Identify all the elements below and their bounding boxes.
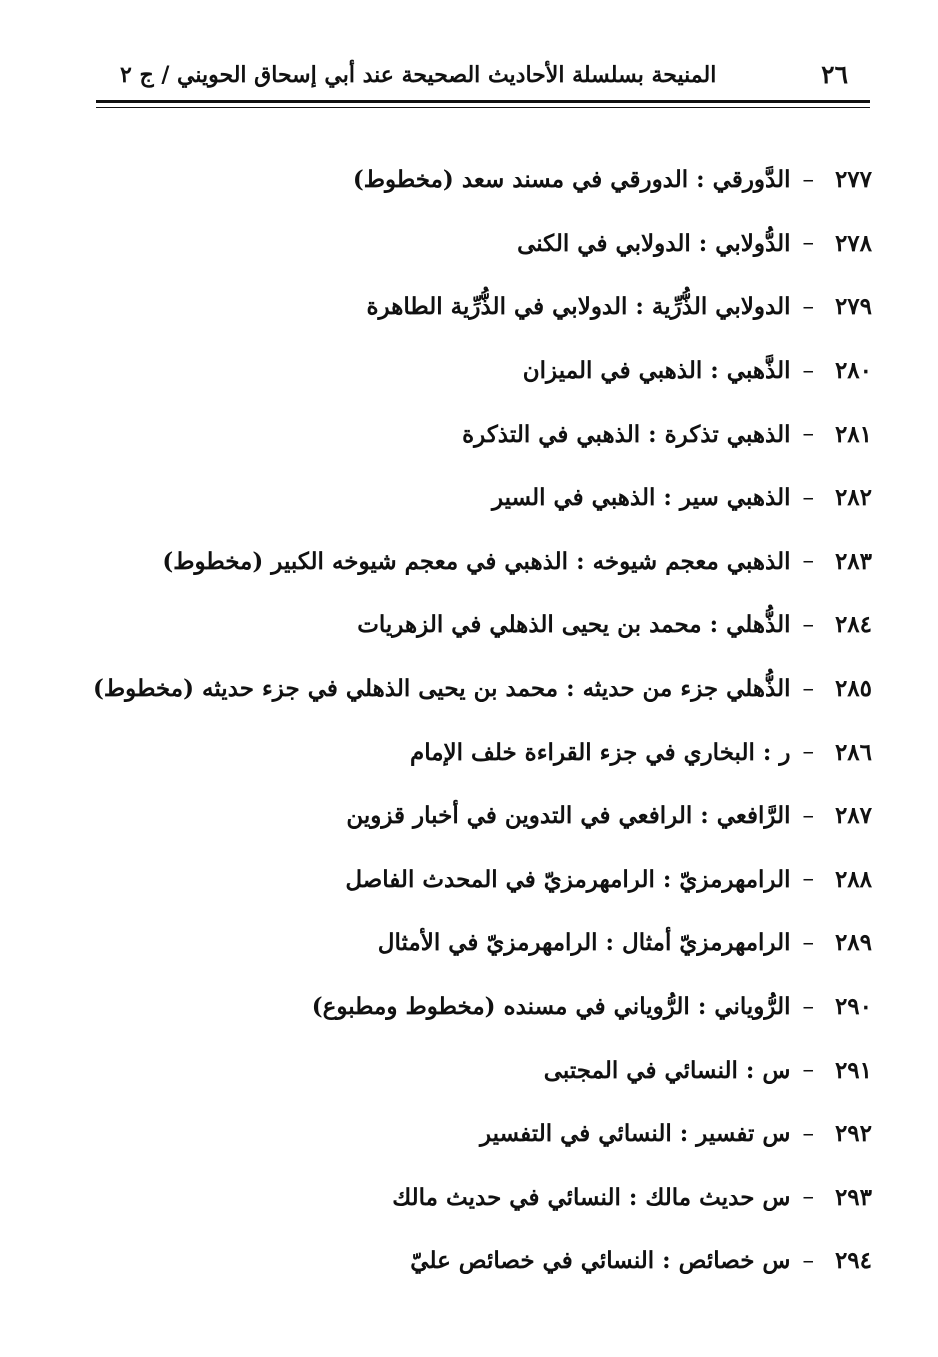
entry-number: ٢٩١ — [834, 1056, 872, 1084]
page-number: ٢٦ — [821, 60, 848, 89]
entry-dash: – — [802, 1247, 814, 1274]
header-rule-thin — [96, 107, 870, 108]
entry-dash: – — [802, 166, 814, 193]
entry-number: ٢٩٣ — [834, 1183, 872, 1211]
list-item — [112, 911, 872, 975]
entry-dash: – — [802, 611, 814, 638]
entry-dash: – — [802, 739, 814, 766]
list-item — [112, 848, 872, 912]
abbreviation-list — [93, 148, 872, 1293]
entry-dash: – — [802, 929, 814, 956]
entry-text: الذهبي سير : الذهبي في السير — [491, 484, 791, 512]
entry-dash: – — [802, 484, 814, 511]
list-item — [112, 402, 872, 466]
entry-text: الرُّوياني : الرُّوياني في مسنده (مخطوط ومطبوع) — [311, 993, 791, 1021]
entry-dash: – — [802, 675, 814, 702]
entry-text: الرامهرمزيّ أمثال : الرامهرمزيّ في الأمثال — [377, 929, 791, 957]
entry-text: الذُّهلي : محمد بن يحيى الذهلي في الزهريات — [357, 611, 791, 639]
list-item — [112, 1166, 872, 1230]
running-title: المنيحة بسلسلة الأحاديث الصحيحة عند أبي إسحاق الحويني / ج ٢ — [120, 62, 717, 88]
list-item — [112, 148, 872, 212]
entry-number: ٢٨٥ — [834, 675, 872, 703]
list-item — [112, 466, 872, 530]
entry-number: ٢٨٠ — [834, 357, 872, 385]
list-item — [112, 593, 872, 657]
entry-number: ٢٧٩ — [834, 293, 872, 321]
entry-number: ٢٩٢ — [834, 1120, 872, 1148]
entry-text: الذَّهبي : الذهبي في الميزان — [522, 357, 791, 385]
entry-text: س : النسائي في المجتبى — [543, 1056, 791, 1084]
list-item — [112, 339, 872, 403]
entry-text: الدُّولابي : الدولابي في الكنى — [517, 229, 791, 257]
entry-text: الدَّورقي : الدورقي في مسند سعد (مخطوط) — [352, 166, 791, 194]
entry-number: ٢٨٦ — [834, 738, 872, 766]
list-item — [112, 975, 872, 1039]
list-item — [112, 212, 872, 276]
list-item — [112, 1229, 872, 1293]
entry-dash: – — [802, 421, 814, 448]
entry-dash: – — [802, 230, 814, 257]
list-item — [112, 275, 872, 339]
entry-text: الذُّهلي جزء من حديثه : محمد بن يحيى الذهلي في جزء حديثه (مخطوط) — [93, 675, 791, 703]
entry-number: ٢٨٢ — [834, 484, 872, 512]
list-item — [93, 657, 872, 721]
entry-number: ٢٧٨ — [834, 229, 872, 257]
entry-number: ٢٩٠ — [834, 993, 872, 1021]
list-item — [112, 784, 872, 848]
entry-text: ر : البخاري في جزء القراءة خلف الإمام — [409, 738, 791, 766]
entry-number: ٢٨٣ — [834, 547, 872, 575]
entry-dash: – — [802, 548, 814, 575]
entry-dash: – — [802, 993, 814, 1020]
list-item — [112, 530, 872, 594]
entry-dash: – — [802, 866, 814, 893]
entry-dash: – — [802, 357, 814, 384]
entry-number: ٢٨٩ — [834, 929, 872, 957]
entry-dash: – — [802, 1184, 814, 1211]
list-item — [112, 720, 872, 784]
entry-text: الذهبي معجم شيوخه : الذهبي في معجم شيوخه الكبير (مخطوط) — [162, 547, 791, 575]
entry-number: ٢٨٤ — [834, 611, 872, 639]
entry-number: ٢٨٨ — [834, 865, 872, 893]
entry-number: ٢٨٧ — [834, 802, 872, 830]
entry-text: س تفسير : النسائي في التفسير — [479, 1120, 791, 1148]
list-item — [112, 1038, 872, 1102]
list-item — [112, 1102, 872, 1166]
entry-dash: – — [802, 293, 814, 320]
page-header — [96, 58, 870, 98]
entry-text: الرامهرمزيّ : الرامهرمزيّ في المحدث الفاصل — [345, 865, 791, 893]
entry-number: ٢٧٧ — [834, 166, 872, 194]
entry-text: الرَّافعي : الرافعي في التدوين في أخبار قزوين — [346, 802, 791, 830]
entry-text: س خصائص : النسائي في خصائص عليّ — [410, 1247, 791, 1275]
entry-dash: – — [802, 1057, 814, 1084]
header-rule-thick — [96, 100, 870, 103]
entry-text: س حديث مالك : النسائي في حديث مالك — [392, 1183, 791, 1211]
entry-text: الدولابي الذُّرِّية : الدولابي في الذُّرِّية الطاهرة — [366, 293, 791, 321]
entry-text: الذهبي تذكرة : الذهبي في التذكرة — [462, 420, 791, 448]
entry-number: ٢٩٤ — [834, 1247, 872, 1275]
entry-dash: – — [802, 1120, 814, 1147]
entry-number: ٢٨١ — [834, 420, 872, 448]
entry-dash: – — [802, 802, 814, 829]
